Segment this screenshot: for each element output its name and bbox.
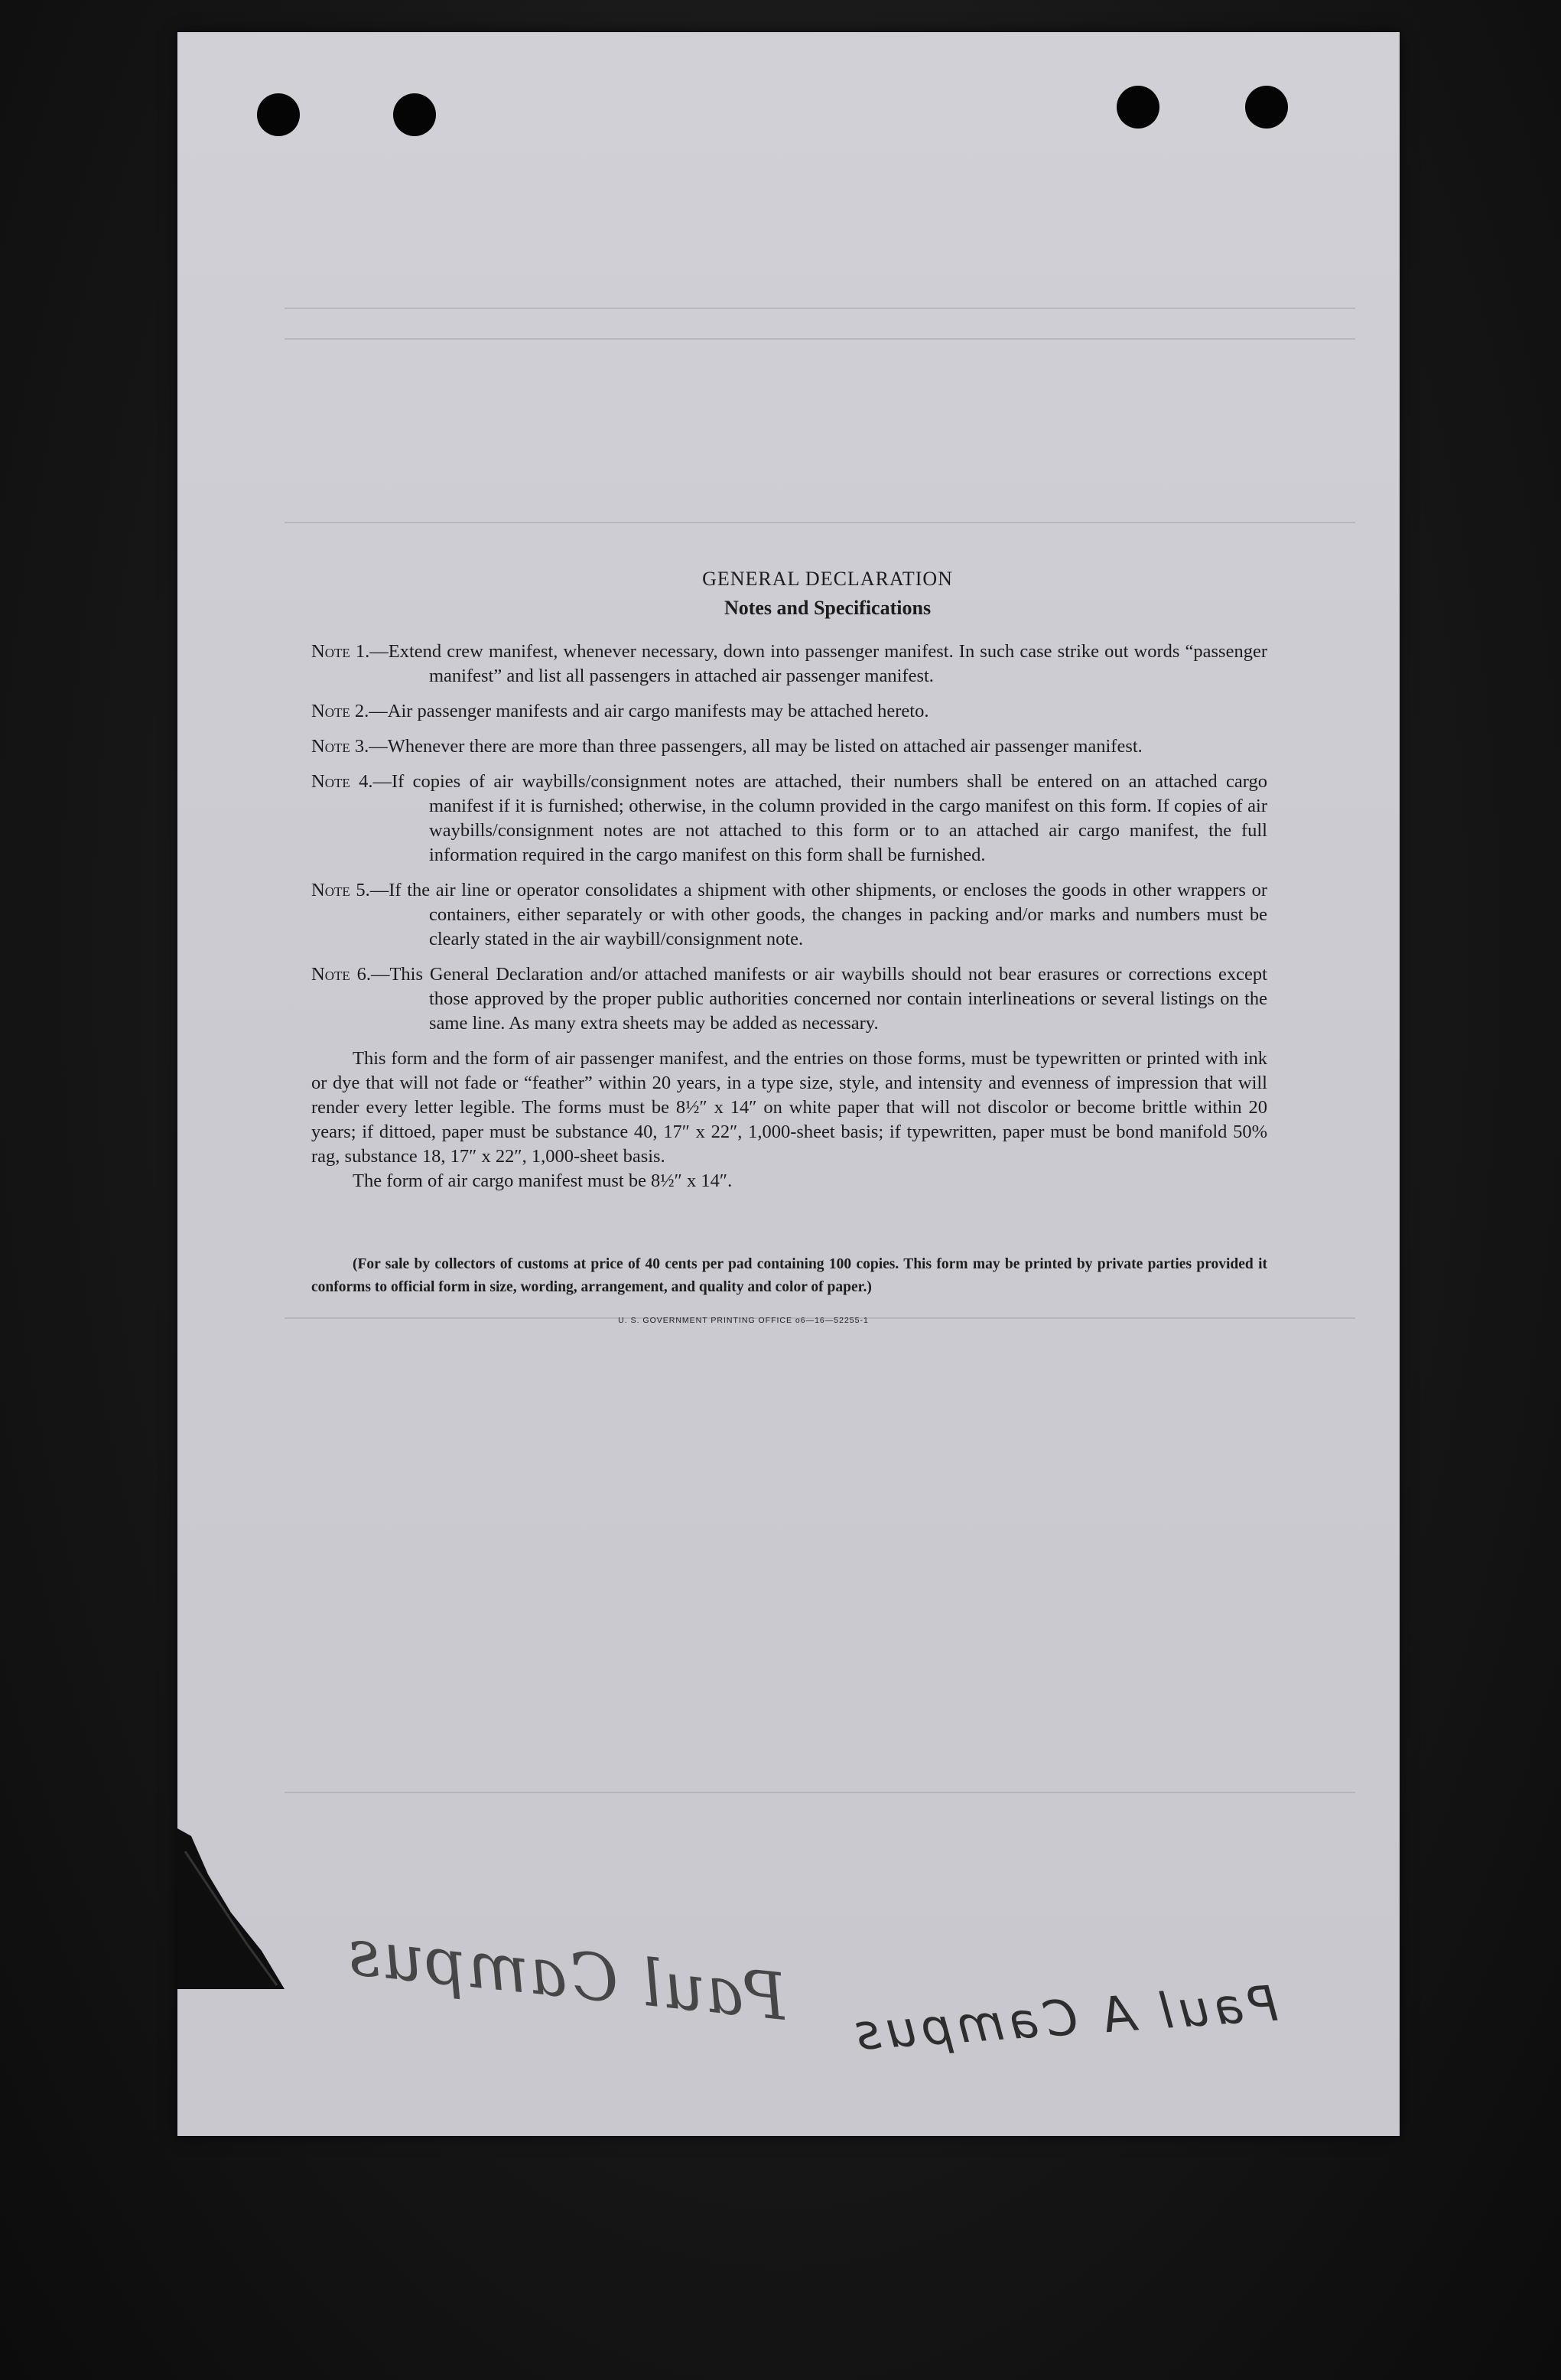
note-text: Extend crew manifest, whenever necessary, down into passenger manifest. In such case strike out words “passenger manifest” and list all passengers in attached air passenger manifest.: [388, 641, 1268, 686]
signature-right: Paul A Campus: [849, 1975, 1280, 2063]
bleed-through-rule: [285, 308, 1355, 309]
document-subtitle: Notes and Specifications: [724, 597, 932, 619]
signature-left: Paul Campus: [343, 1914, 791, 2035]
note-item: Note 4.—If copies of air waybills/consignment notes are attached, their numbers shall be entered on an attached cargo manifest if it is furnished; otherwise, in the column provided in the cargo manifest on this form. If copies of air waybills/consignment notes are not attached to this form or to an attached air cargo manifest, the full information required in the cargo manifest on this form shall be furnished.: [311, 771, 1267, 865]
note-item: Note 5.—If the air line or operator consolidates a shipment with other shipments, or encloses the goods in other wrappers or containers, either separately or with other goods, the changes in packing and/or marks and numbers must be clearly stated in the air waybill/consignment note.: [311, 880, 1267, 949]
note-text: If the air line or operator consolidates a shipment with other shipments, or encloses the goods in other wrappers or containers, either separately or with other goods, the changes in packing and/or marks and numbers must be clearly stated in the air waybill/consignment note.: [389, 880, 1267, 949]
bleed-through-rule: [285, 338, 1355, 340]
punch-hole-1: [257, 93, 300, 136]
note-text: Air passenger manifests and air cargo manifests may be attached hereto.: [387, 701, 929, 721]
note-item: Note 2.—Air passenger manifests and air cargo manifests may be attached hereto.: [311, 701, 929, 721]
note-item: Note 3.—Whenever there are more than three passengers, all may be listed on attached air passenger manifest.: [311, 736, 1143, 757]
note-label: Note 6.: [311, 964, 371, 985]
printing-office-line: U. S. GOVERNMENT PRINTING OFFICE o6—16—52255-1: [618, 1316, 869, 1325]
sale-notice: (For sale by collectors of customs at price of 40 cents per pad containing 100 copies. This form may be printed by private parties provided it conforms to official form in size, wording, arrangement, and quality and color of paper.): [311, 1256, 1267, 1295]
note-item: Note 1.—Extend crew manifest, whenever necessary, down into passenger manifest. In such case strike out words “passenger manifest” and list all passengers in attached air passenger manifest.: [311, 641, 1268, 686]
bleed-through-rule: [285, 522, 1355, 523]
note-label: Note 2.: [311, 701, 369, 721]
note-label: Note 4.: [311, 771, 373, 792]
notes-list: [311, 640, 1267, 1325]
form-requirements-paragraph: This form and the form of air passenger manifest, and the entries on those forms, must be typewritten or printed with ink or dye that will not fade or “feather” within 20 years, in a type size, style, and intensity and evenness of impression that will render every letter legible. The forms must be 8½″ x 14″ on white paper that will not discolor or become brittle within 20 years; if dittoed, paper must be substance 40, 17″ x 22″, 1,000-sheet basis; if typewritten, paper must be bond manifold 50% rag, substance 18, 17″ x 22″, 1,000-sheet basis.: [311, 1048, 1267, 1167]
document-page: [177, 32, 1400, 2136]
note-label: Note 1.: [311, 641, 370, 662]
punch-hole-2: [393, 93, 436, 136]
cargo-manifest-size-line: The form of air cargo manifest must be 8½″ x 14″.: [353, 1170, 733, 1191]
note-text: This General Declaration and/or attached manifests or air waybills should not bear erasures or corrections except those approved by the proper public authorities concerned nor contain interlineations or several listings on the same line. As many extra sheets may be added as necessary.: [389, 964, 1267, 1034]
punch-hole-3: [1117, 86, 1159, 129]
notes-and-specifications: [311, 568, 1400, 1325]
note-text: If copies of air waybills/consignment notes are attached, their numbers shall be entered on an attached cargo manifest if it is furnished; otherwise, in the column provided in the cargo manifest on this form. If copies of air waybills/consignment notes are not attached to this form or to an attached air cargo manifest, the full information required in the cargo manifest on this form shall be furnished.: [391, 771, 1267, 865]
note-text: Whenever there are more than three passengers, all may be listed on attached air passenger manifest.: [387, 736, 1143, 757]
note-label: Note 5.: [311, 880, 370, 900]
torn-corner-mark: [177, 1828, 285, 1989]
note-item: Note 6.—This General Declaration and/or attached manifests or air waybills should not bear erasures or corrections except those approved by the proper public authorities concerned nor contain interlineations or several listings on the same line. As many extra sheets may be added as necessary.: [311, 964, 1267, 1034]
bleed-through-rule: [285, 1792, 1355, 1793]
document-title: GENERAL DECLARATION: [702, 568, 953, 590]
note-label: Note 3.: [311, 736, 369, 757]
punch-hole-4: [1245, 86, 1288, 129]
